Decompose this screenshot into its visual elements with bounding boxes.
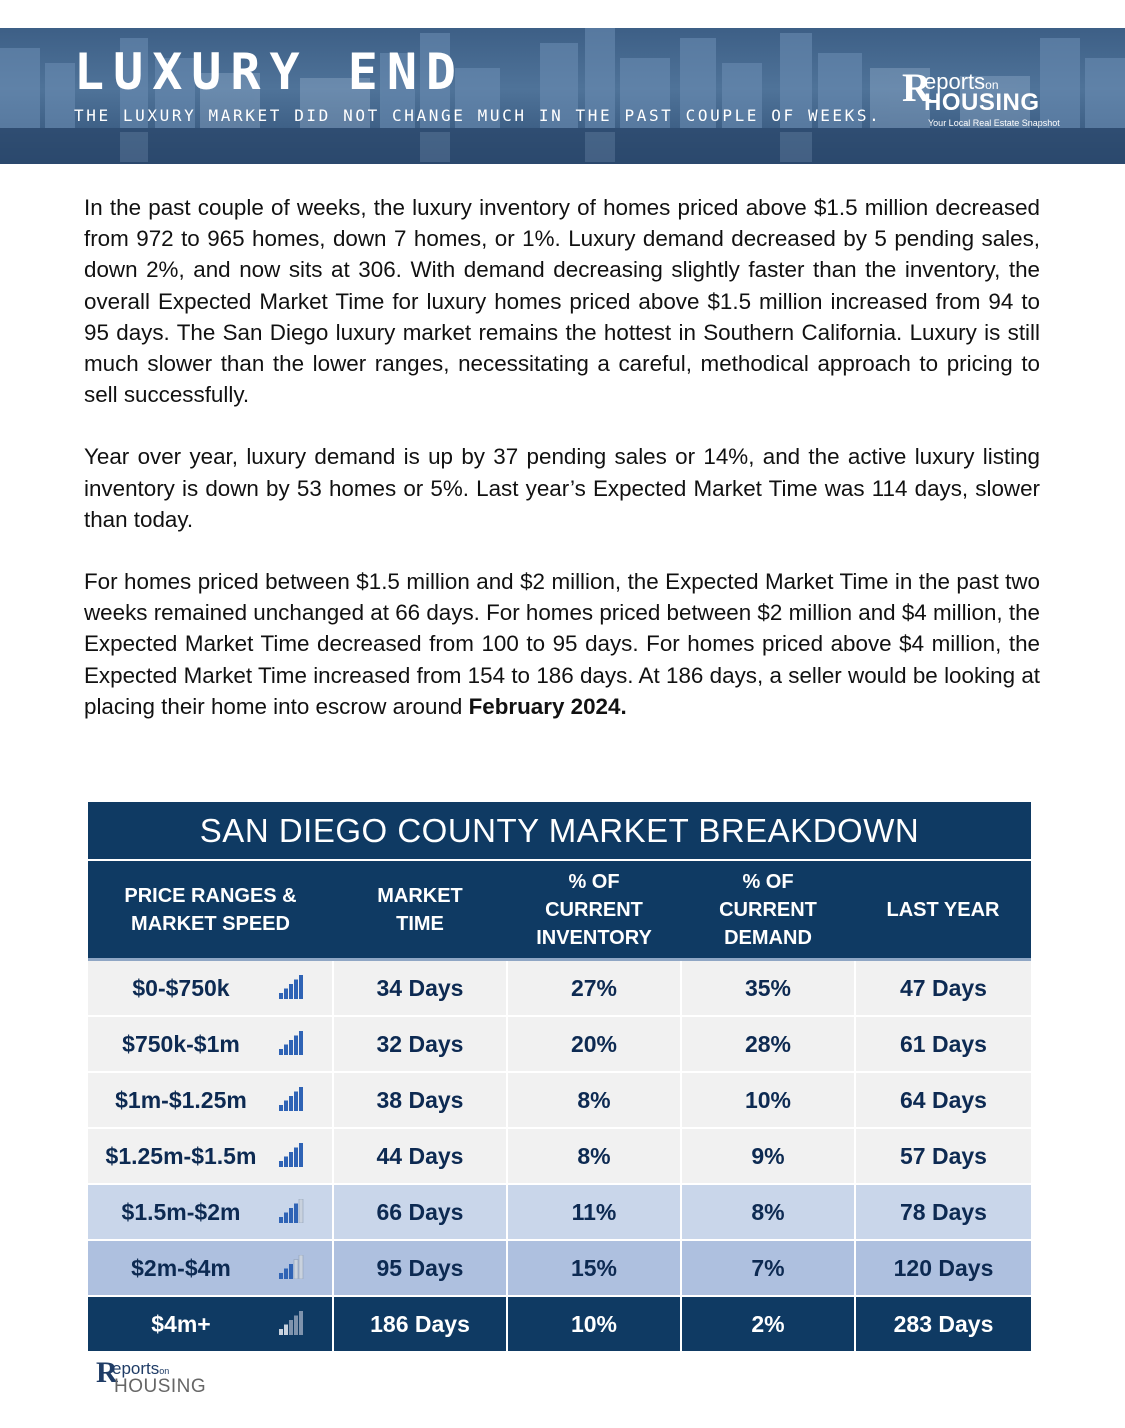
inventory-cell: 11% [507, 1184, 681, 1240]
inventory-cell: 15% [507, 1240, 681, 1296]
speed-bar [279, 1161, 283, 1167]
header-line: INVENTORY [536, 926, 652, 949]
price-range-cell [88, 1128, 333, 1184]
last-year-cell: 120 Days [855, 1240, 1031, 1296]
header-line: MARKET SPEED [131, 912, 290, 935]
last-year-cell: 47 Days [855, 960, 1031, 1017]
market-time-cell: 186 Days [333, 1296, 507, 1351]
speed-bar [299, 1255, 303, 1279]
speed-bar [299, 1087, 303, 1111]
speed-bar [294, 1316, 298, 1336]
speed-bar [289, 1264, 293, 1279]
market-breakdown-table [88, 802, 1031, 1352]
logo-on: on [985, 78, 999, 92]
price-range-cell [88, 1016, 333, 1072]
market-time-cell: 38 Days [333, 1072, 507, 1128]
table-row [88, 1128, 1031, 1184]
demand-cell: 10% [681, 1072, 855, 1128]
header-line: CURRENT [719, 898, 817, 921]
inventory-cell: 8% [507, 1128, 681, 1184]
speed-bar [284, 1213, 288, 1224]
page-subtitle: THE LUXURY MARKET DID NOT CHANGE MUCH IN THE PAST COUPLE OF WEEKS. [74, 106, 882, 125]
inventory-cell: 8% [507, 1072, 681, 1128]
speed-bar [289, 1040, 293, 1055]
speed-bar [289, 1320, 293, 1335]
demand-cell: 9% [681, 1128, 855, 1184]
logo-housing: HOUSING [924, 89, 1040, 116]
last-year-cell: 61 Days [855, 1016, 1031, 1072]
footer-logo-housing: HOUSING [114, 1376, 207, 1397]
speed-bar [299, 975, 303, 999]
speed-bar [294, 1148, 298, 1168]
header-line: PRICE RANGES & [124, 884, 297, 907]
page-title: LUXURY END [74, 43, 466, 101]
speed-bar [299, 1311, 303, 1335]
header-line: DEMAND [724, 926, 812, 949]
header-current-demand [681, 861, 855, 960]
header-market-time [333, 861, 507, 960]
footer-logo-on: on [159, 1366, 170, 1376]
logo-tagline: Your Local Real Estate Snapshot [928, 118, 1060, 128]
header-line: MARKET [377, 884, 463, 907]
header-last-year [855, 861, 1031, 960]
paragraph-inventory-demand: In the past couple of weeks, the luxury inventory of homes priced above $1.5 million decreased from 972 to 965 homes, down 7 homes, or 1%. Luxury demand decreased by 5 pending sales, down 2%, and now sits at 306. With demand decreasing slightly faster than the inventory, the overall Expected Market Time for luxury homes priced above $1.5 million increased from 94 to 95 days. The San Diego luxury market remains the hottest in Southern California. Luxury is still much slower than the lower ranges, necessitating a careful, methodical approach to pricing to sell successfully. [84, 195, 1040, 408]
table-row [88, 1240, 1031, 1296]
market-time-cell: 44 Days [333, 1128, 507, 1184]
logo-r-letter: R [902, 65, 931, 110]
speed-bar [284, 1045, 288, 1056]
market-speed-icon [278, 1031, 304, 1055]
paragraph-price-segments-text: For homes priced between $1.5 million and $2 million, the Expected Market Time in the past two weeks remained unchanged at 66 days. For homes priced between $2 million and $4 million, the Expected Market Time decreased from 100 to 95 days. For homes priced above $4 million, the Expected Market Time increased from 154 to 186 days. At 186 days, a seller would be looking at placing their home into escrow around [84, 569, 1040, 719]
demand-cell: 2% [681, 1296, 855, 1351]
speed-bar [279, 1273, 283, 1279]
table-row [88, 1016, 1031, 1072]
last-year-cell: 64 Days [855, 1072, 1031, 1128]
price-range-label: $4m+ [151, 1311, 211, 1337]
market-speed-icon [278, 1087, 304, 1111]
inventory-cell: 20% [507, 1016, 681, 1072]
footer-logo-eports: eports [112, 1359, 160, 1378]
speed-bar [279, 1329, 283, 1335]
speed-bar [284, 1157, 288, 1168]
speed-bar [284, 1101, 288, 1112]
price-range-label: $2m-$4m [131, 1255, 231, 1281]
article-body [84, 192, 1040, 753]
speed-bar [284, 989, 288, 1000]
price-range-cell [88, 1072, 333, 1128]
last-year-cell: 78 Days [855, 1184, 1031, 1240]
speed-bar [294, 1204, 298, 1224]
header-banner [0, 28, 1125, 164]
speed-bar [289, 1208, 293, 1223]
speed-bar [294, 1260, 298, 1280]
header-row [88, 861, 1031, 960]
market-speed-icon [278, 975, 304, 999]
reports-on-housing-logo [902, 66, 1072, 132]
price-range-label: $1.25m-$1.5m [105, 1143, 257, 1169]
demand-cell: 8% [681, 1184, 855, 1240]
speed-bar [294, 1036, 298, 1056]
table-row [88, 1072, 1031, 1128]
inventory-cell: 27% [507, 960, 681, 1017]
inventory-cell: 10% [507, 1296, 681, 1351]
last-year-cell: 57 Days [855, 1128, 1031, 1184]
demand-cell: 35% [681, 960, 855, 1017]
header-line: % OF [568, 870, 620, 893]
paragraph-year-over-year: Year over year, luxury demand is up by 37 pending sales or 14%, and the active luxury listing inventory is down by 53 homes or 5%. Last year’s Expected Market Time was 114 days, slower than today. [84, 444, 1040, 532]
price-range-cell [88, 960, 333, 1017]
speed-bar [299, 1199, 303, 1223]
market-time-cell: 32 Days [333, 1016, 507, 1072]
speed-bar [294, 980, 298, 1000]
price-range-cell [88, 1296, 333, 1351]
last-year-cell: 283 Days [855, 1296, 1031, 1351]
market-time-cell: 66 Days [333, 1184, 507, 1240]
speed-bar [299, 1031, 303, 1055]
demand-cell: 28% [681, 1016, 855, 1072]
header-line: LAST YEAR [886, 898, 1000, 921]
market-speed-icon [278, 1143, 304, 1167]
escrow-date: February 2024. [468, 693, 627, 719]
speed-bar [289, 984, 293, 999]
demand-cell: 7% [681, 1240, 855, 1296]
price-range-label: $1m-$1.25m [115, 1087, 247, 1113]
price-range-cell [88, 1184, 333, 1240]
price-range-label: $1.5m-$2m [121, 1199, 241, 1225]
market-time-cell: 95 Days [333, 1240, 507, 1296]
speed-bar [284, 1269, 288, 1280]
speed-bar [279, 1217, 283, 1223]
speed-bar [279, 1105, 283, 1111]
market-speed-icon [278, 1255, 304, 1279]
price-range-label: $0-$750k [132, 975, 230, 1001]
table-row [88, 960, 1031, 1017]
speed-bar [279, 993, 283, 999]
speed-bar [299, 1143, 303, 1167]
footer-logo-r: R [96, 1356, 118, 1389]
table-title: SAN DIEGO COUNTY MARKET BREAKDOWN [88, 802, 1031, 861]
header-price-ranges [88, 861, 333, 960]
header-line: % OF [742, 870, 794, 893]
speed-bar [284, 1325, 288, 1336]
table-row [88, 1296, 1031, 1351]
breakdown-grid [88, 861, 1031, 1351]
price-range-label: $750k-$1m [122, 1031, 240, 1057]
header-current-inventory [507, 861, 681, 960]
speed-bar [289, 1096, 293, 1111]
paragraph-price-segments [84, 566, 1040, 722]
market-speed-icon [278, 1199, 304, 1223]
logo-eports: eports [924, 69, 986, 94]
price-range-cell [88, 1240, 333, 1296]
footer-logo [96, 1358, 226, 1402]
market-speed-icon [278, 1311, 304, 1335]
header-line: TIME [396, 912, 444, 935]
speed-bar [289, 1152, 293, 1167]
header-line: CURRENT [545, 898, 643, 921]
speed-bar [279, 1049, 283, 1055]
speed-bar [294, 1092, 298, 1112]
table-row [88, 1184, 1031, 1240]
market-time-cell: 34 Days [333, 960, 507, 1017]
